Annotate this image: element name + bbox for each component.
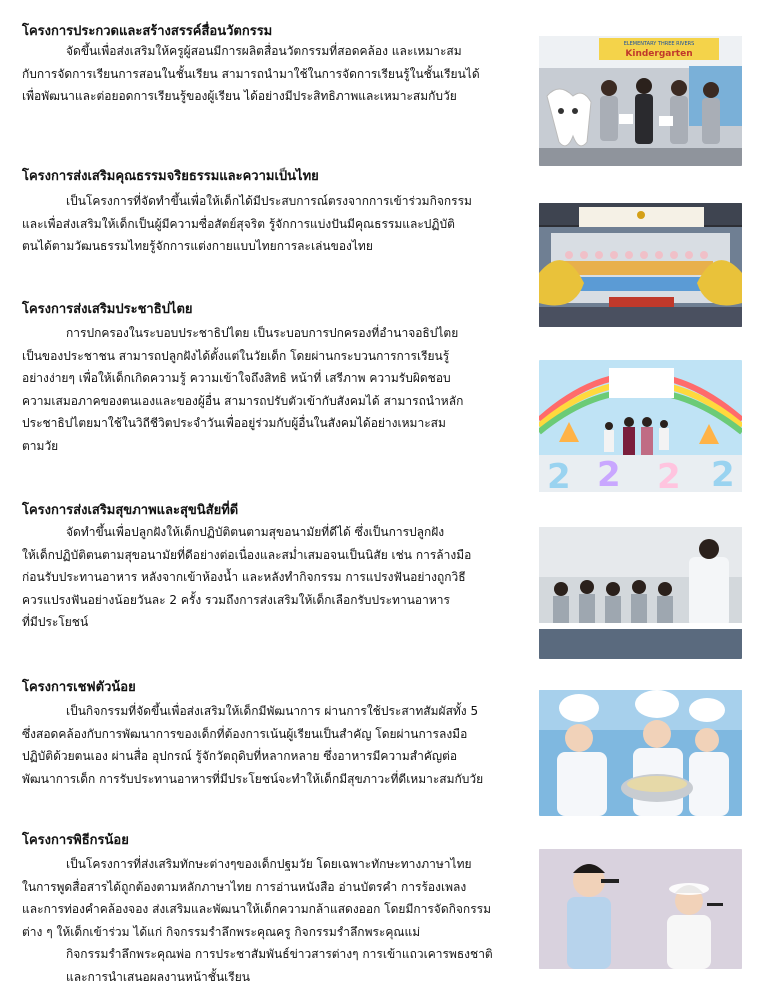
section-body: [22, 40, 527, 108]
body-line: ประชาธิปไตยมาใช้ในวิถีชีวิตประจำวันเพื่ออยู่ร่วมกับผู้อื่นในสังคมได้อย่างเหมาะสม: [22, 416, 446, 430]
balloon-number: 2: [657, 457, 681, 492]
body-line: เป็นโครงการที่จัดทำขึ้นเพื่อให้เด็กได้มีประสบการณ์ตรงจากการเข้าร่วมกิจกรรม: [66, 194, 472, 208]
body-line: ตามวัย: [22, 438, 59, 453]
body-line: จัดทำขึ้นเพื่อปลูกฝังให้เด็กปฏิบัติตนตามสุขอนามัยที่ดีได้ ซึ่งเป็นการปลูกฝัง: [66, 525, 445, 539]
photo-handwashing: [539, 527, 742, 659]
body-line: กับการจัดการเรียนการสอนในชั้นเรียน สามารถนำมาใช้ในการจัดการเรียนรู้ในชั้นเรียนได้: [22, 66, 480, 81]
section-title: โครงการส่งเสริมประชาธิปไตย: [22, 302, 193, 317]
banner-text: Kindergarten: [625, 49, 693, 59]
photo-little-chefs: [539, 690, 742, 816]
body-line: ต่าง ๆ ให้เด็กเข้าร่วม ได้แก่ กิจกรรมรำลึกพระคุณครู กิจกรรมรำลึกพระคุณแม่: [22, 924, 421, 939]
section-body: [22, 853, 527, 988]
body-line: ให้เด็กปฏิบัติตนตามสุขอนามัยที่ดีอย่างต่อเนื่องและสม่ำเสมอจนเป็นนิสัย เช่น การล้างมือ: [22, 547, 472, 562]
body-line: และการนำเสนอผลงานหน้าชั้นเรียน: [66, 969, 250, 984]
photo-thai-culture-group: [539, 203, 742, 327]
body-line: กิจกรรมรำลึกพระคุณพ่อ การประชาสัมพันธ์ข่าวสารต่างๆ การเข้าแถวเคารพธงชาติ: [66, 947, 493, 961]
body-line: เป็นโครงการที่ส่งเสริมทักษะต่างๆของเด็กปฐมวัย โดยเฉพาะทักษะทางภาษาไทย: [66, 857, 472, 871]
banner-top-text: ELEMENTARY THREE RIVERS: [623, 41, 695, 47]
section-title: โครงการประกวดและสร้างสรรค์สื่อนวัตกรรม: [22, 24, 273, 39]
body-line: ความเสมอภาคของตนเองและของผู้อื่น สามารถปรับตัวเข้ากับสังคมได้ สามารถนำหลัก: [22, 393, 464, 408]
photo-democracy-stage: [539, 360, 742, 492]
photo-teachers-presenting: [539, 36, 742, 166]
section-title: โครงการพิธีกรน้อย: [22, 833, 129, 848]
body-line: จัดขึ้นเพื่อส่งเสริมให้ครูผู้สอนมีการผลิตสื่อนวัตกรรมที่สอดคล้อง และเหมาะสม: [66, 44, 462, 58]
body-line: ซึ่งสอดคล้องกับการพัฒนาการของเด็กที่ต้องการเน้นผู้เรียนเป็นสำคัญ โดยผ่านการลงมือ: [22, 726, 468, 741]
photo-young-hosts: [539, 849, 742, 969]
balloon-number: 2: [711, 455, 735, 492]
balloon-number: 2: [547, 457, 571, 492]
body-line: ตนได้ตามวัฒนธรรมไทยรู้จักการแต่งกายแบบไทยการละเล่นของไทย: [22, 239, 373, 253]
body-line: เพื่อพัฒนาและต่อยอดการเรียนรู้ของผู้เรียน ได้อย่างมีประสิทธิภาพและเหมาะสมกับวัย: [22, 89, 457, 103]
body-line: และเพื่อส่งเสริมให้เด็กเป็นผู้มีความซื่อสัตย์สุจริต รู้จักการแบ่งปันมีคุณธรรมและปฏิบัติ: [22, 216, 455, 231]
body-line: และการท่องคำคล้องจอง ส่งเสริมและพัฒนาให้เด็กความกล้าแสดงออก โดยมีการจัดกิจกรรม: [22, 902, 491, 916]
section-title: โครงการส่งเสริมคุณธรรมจริยธรรมและความเป็นไทย: [22, 169, 319, 184]
body-line: เป็นกิจกรรมที่จัดขึ้นเพื่อส่งเสริมให้เด็กมีพัฒนาการ ผ่านการใช้ประสาทสัมผัสทั้ง 5: [66, 704, 479, 718]
body-line: ก่อนรับประทานอาหาร หลังจากเข้าห้องน้ำ และหลังทำกิจกรรม การแปรงฟันอย่างถูกวิธี: [22, 570, 466, 584]
section-body: [22, 190, 527, 258]
body-line: ในการพูดสื่อสารได้ถูกต้องตามหลักภาษาไทย การอ่านหนังสือ อ่านบัตรคำ การร้องเพลง: [22, 879, 467, 894]
body-line: การปกครองในระบอบประชาธิปไตย เป็นระบอบการปกครองที่อำนาจอธิปไตย: [66, 326, 459, 340]
section-body: [22, 322, 527, 457]
body-line: เป็นของประชาชน สามารถปลูกฝังได้ตั้งแต่ในวัยเด็ก โดยผ่านกระบวนการการเรียนรู้: [22, 348, 450, 363]
body-line: อย่างง่ายๆ เพื่อให้เด็กเกิดความรู้ ความเข้าใจถึงสิทธิ หน้าที่ เสรีภาพ ความรับผิดชอบ: [22, 371, 451, 385]
body-line: พัฒนาการเด็ก การรับประทานอาหารที่มีประโยชน์จะทำให้เด็กมีสุขภาวะที่ดีเหมาะสมกับวัย: [22, 771, 484, 786]
body-line: ปฏิบัติด้วยตนเอง ผ่านสื่อ อุปกรณ์ รู้จักวัตถุดิบที่หลากหลาย ซึ่งอาหารมีความสำคัญต่อ: [22, 749, 458, 763]
section-title: โครงการส่งเสริมสุขภาพและสุขนิสัยที่ดี: [22, 503, 239, 518]
section-title: โครงการเชฟตัวน้อย: [22, 680, 136, 695]
body-line: ควรแปรงฟันอย่างน้อยวันละ 2 ครั้ง รวมถึงการส่งเสริมให้เด็กเลือกรับประทานอาหาร: [22, 592, 450, 607]
section-body: [22, 521, 527, 634]
section-body: [22, 700, 527, 790]
balloon-number: 2: [597, 455, 621, 492]
body-line: ที่มีประโยชน์: [22, 615, 89, 629]
